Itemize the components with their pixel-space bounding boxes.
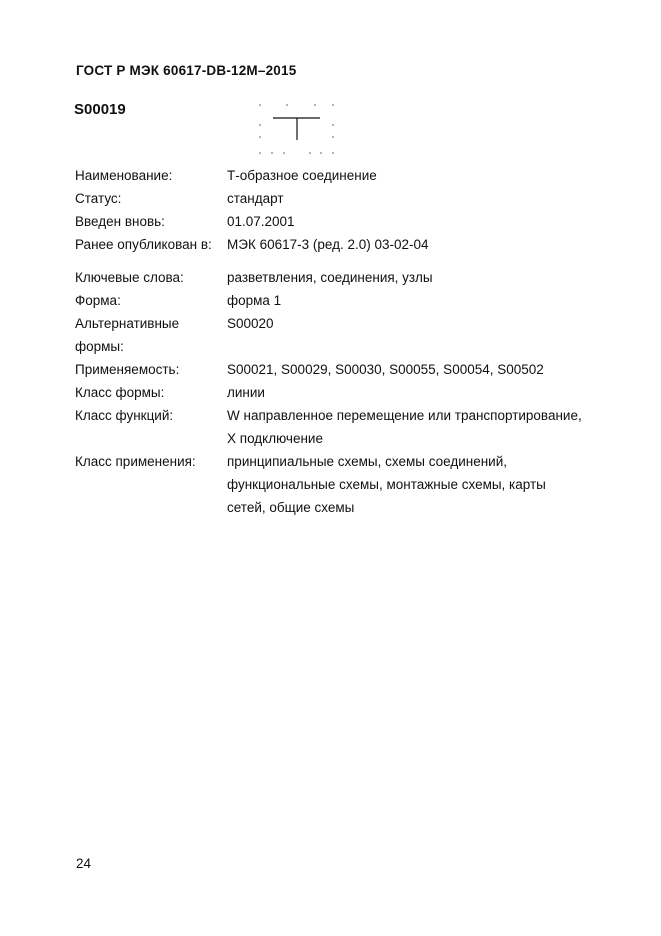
field-value-previously-published: МЭК 60617-3 (ред. 2.0) 03-02-04 [227, 237, 429, 252]
field-value-name: Т-образное соединение [227, 168, 377, 183]
field-value-application-class-line1: принципиальные схемы, схемы соединений, [227, 454, 507, 469]
field-value-form: форма 1 [227, 293, 282, 308]
field-value-application-class-line3: сетей, общие схемы [227, 500, 355, 515]
field-value-applicability: S00021, S00029, S00030, S00055, S00054, S00502 [227, 362, 544, 377]
field-value-function-class-line1: W направленное перемещение или транспортирование, [227, 408, 582, 423]
page-number: 24 [76, 856, 92, 871]
field-value-form-class: линии [227, 385, 265, 400]
field-value-application-class-line2: функциональные схемы, монтажные схемы, карты [227, 477, 546, 492]
field-label-form-class: Класс формы: [75, 385, 165, 400]
field-value-introduced: 01.07.2001 [227, 214, 295, 229]
field-label-alternative-forms: Альтернативные [75, 316, 180, 331]
field-value-alternative-forms: S00020 [227, 316, 274, 331]
field-label-application-class: Класс применения: [75, 454, 196, 469]
field-label-name: Наименование: [75, 168, 173, 183]
document-header: ГОСТ Р МЭК 60617-DB-12M–2015 [76, 63, 297, 78]
field-value-keywords: разветвления, соединения, узлы [227, 270, 433, 285]
field-label-alternative-forms-cont: формы: [75, 339, 124, 354]
field-label-function-class: Класс функций: [75, 408, 174, 423]
field-label-status: Статус: [75, 191, 122, 206]
symbol-code: S00019 [74, 101, 126, 118]
field-value-function-class-line2: X подключение [227, 431, 323, 446]
field-label-previously-published: Ранее опубликован в: [75, 237, 212, 252]
field-value-status: стандарт [227, 191, 284, 206]
t-junction-symbol-icon [255, 100, 340, 165]
field-label-form: Форма: [75, 293, 121, 308]
field-label-keywords: Ключевые слова: [75, 270, 184, 285]
field-label-introduced: Введен вновь: [75, 214, 165, 229]
field-label-applicability: Применяемость: [75, 362, 180, 377]
